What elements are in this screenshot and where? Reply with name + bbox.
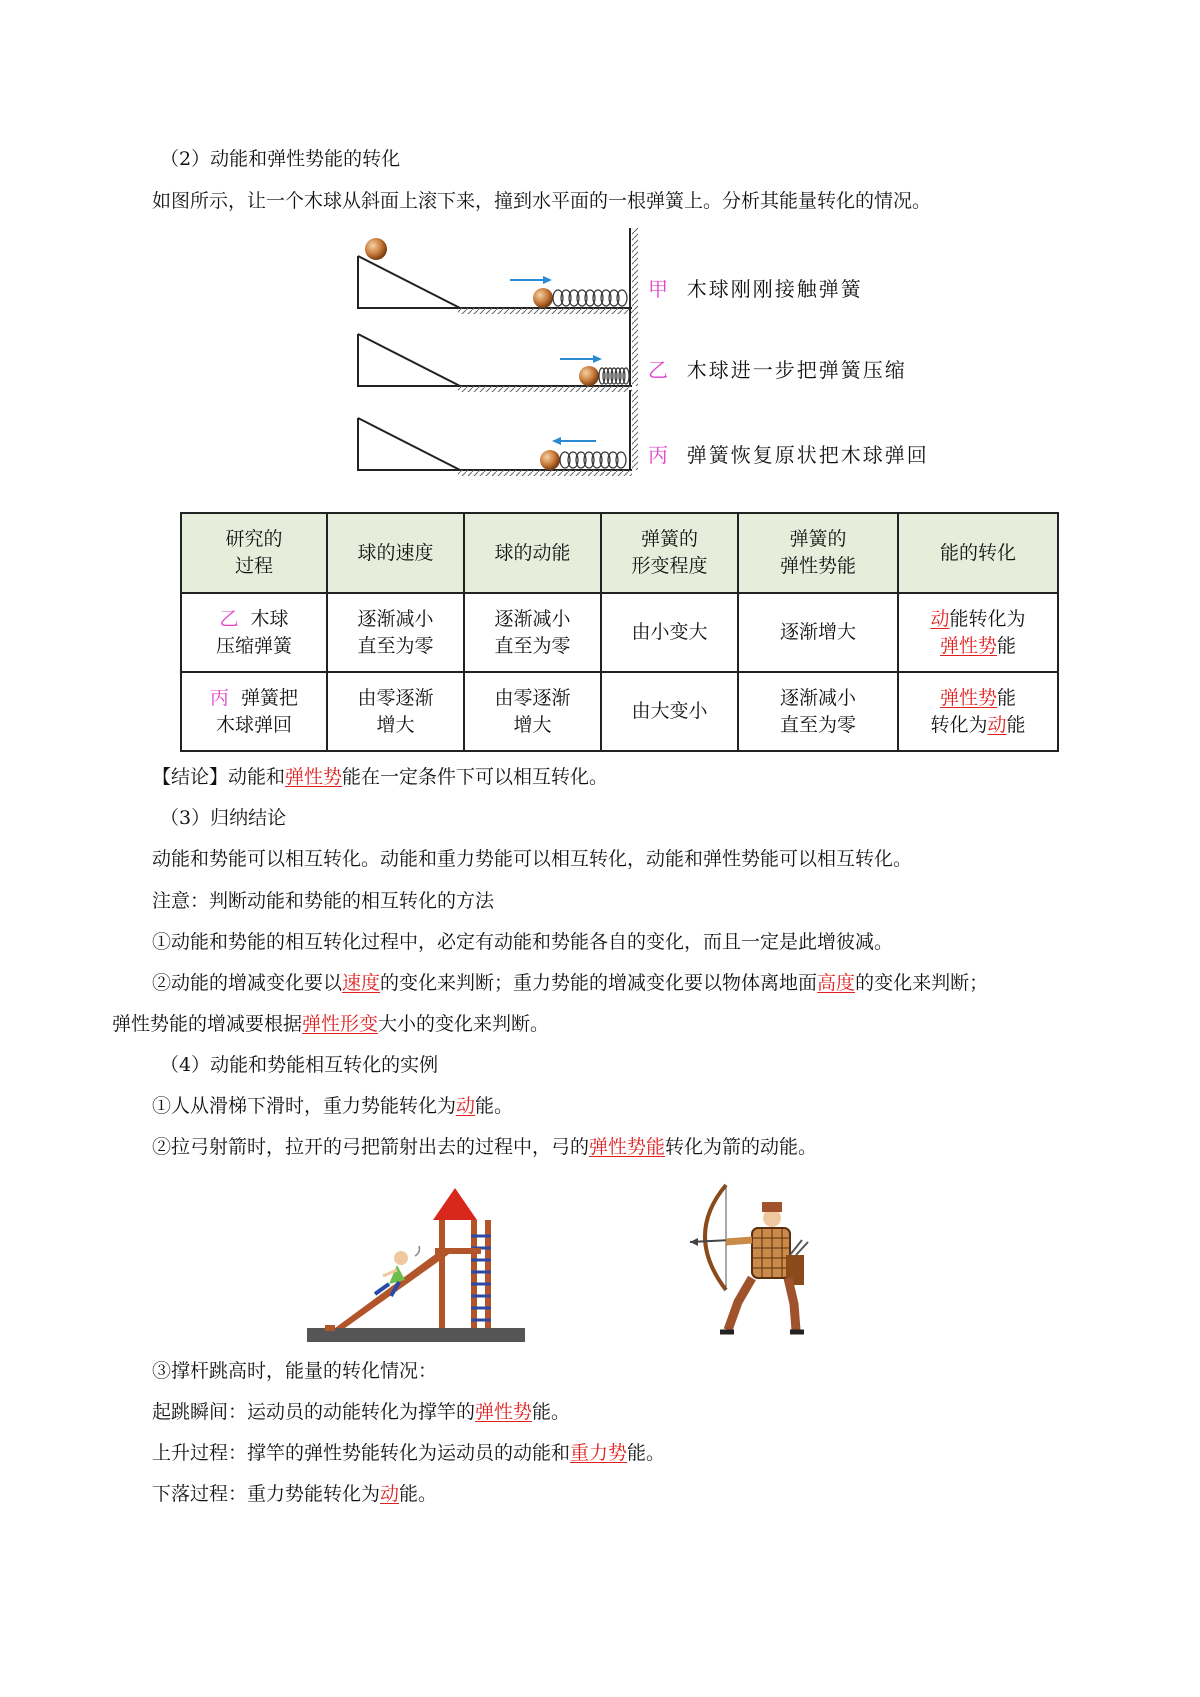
cell-conversion: 弹性势能 转化为动能 xyxy=(898,672,1058,751)
section-heading: （2）动能和弹性势能的转化 xyxy=(160,148,401,170)
cell-kinetic: 逐渐减小 直至为零 xyxy=(464,593,601,672)
pole-vault-stage: 下落过程：重力势能转化为动能。 xyxy=(152,1483,438,1505)
panel-bing xyxy=(358,390,638,476)
cell-deformation: 由小变大 xyxy=(601,593,738,672)
panel-jia xyxy=(358,228,638,314)
section-heading: （3）归纳结论 xyxy=(160,807,287,829)
spring-ball-figure xyxy=(340,226,640,488)
section-heading: （4）动能和势能相互转化的实例 xyxy=(160,1054,439,1076)
intro-paragraph: 如图所示，让一个木球从斜面上滚下来，撞到水平面的一根弹簧上。分析其能量转化的情况。 xyxy=(152,190,932,212)
cell-process: 乙 木球 压缩弹簧 xyxy=(181,593,327,672)
archer-illustration xyxy=(690,1180,820,1345)
conclusion: 【结论】动能和弹性势能在一定条件下可以相互转化。 xyxy=(152,766,609,788)
cell-speed: 由零逐渐 增大 xyxy=(327,672,464,751)
paragraph: ②动能的增减变化要以速度的变化来判断；重力势能的增减变化要以物体离地面高度的变化来判断； xyxy=(152,972,989,994)
header-kinetic: 球的动能 xyxy=(464,513,601,593)
paragraph: 弹性势能的增减要根据弹性形变大小的变化来判断。 xyxy=(112,1013,550,1035)
figure-label-yi: 乙 木球进一步把弹簧压缩 xyxy=(648,358,907,382)
panel-yi xyxy=(358,306,638,392)
energy-conversion-table xyxy=(180,512,1059,752)
cell-kinetic: 由零逐渐 增大 xyxy=(464,672,601,751)
example-item: ③撑杆跳高时，能量的转化情况： xyxy=(152,1360,438,1382)
note: 注意：判断动能和势能的相互转化的方法 xyxy=(152,890,495,912)
example-item: ①人从滑梯下滑时，重力势能转化为动能。 xyxy=(152,1095,514,1117)
header-elastic-pe: 弹簧的 弹性势能 xyxy=(738,513,898,593)
figure-label-bing: 丙 弹簧恢复原状把木球弹回 xyxy=(648,443,929,467)
cell-elastic-pe: 逐渐减小 直至为零 xyxy=(738,672,898,751)
header-speed: 球的速度 xyxy=(327,513,464,593)
paragraph: ①动能和势能的相互转化过程中，必定有动能和势能各自的变化，而且一定是此增彼减。 xyxy=(152,931,894,953)
cell-speed: 逐渐减小 直至为零 xyxy=(327,593,464,672)
table-row xyxy=(181,593,1058,672)
pole-vault-stage: 上升过程：撑竿的弹性势能转化为运动员的动能和重力势能。 xyxy=(152,1442,666,1464)
cell-process: 丙 弹簧把 木球弹回 xyxy=(181,672,327,751)
header-conversion: 能的转化 xyxy=(898,513,1058,593)
cell-elastic-pe: 逐渐增大 xyxy=(738,593,898,672)
figure-label-jia: 甲 木球刚刚接触弹簧 xyxy=(648,277,863,301)
header-process: 研究的 过程 xyxy=(181,513,327,593)
table-row xyxy=(181,672,1058,751)
table-header-row xyxy=(181,513,1058,593)
slide-illustration xyxy=(305,1180,530,1345)
pole-vault-stage: 起跳瞬间：运动员的动能转化为撑竿的弹性势能。 xyxy=(152,1401,571,1423)
cell-conversion: 动能转化为 弹性势能 xyxy=(898,593,1058,672)
cell-deformation: 由大变小 xyxy=(601,672,738,751)
header-deformation: 弹簧的 形变程度 xyxy=(601,513,738,593)
example-item: ②拉弓射箭时，拉开的弓把箭射出去的过程中，弓的弹性势能转化为箭的动能。 xyxy=(152,1136,818,1158)
paragraph: 动能和势能可以相互转化。动能和重力势能可以相互转化，动能和弹性势能可以相互转化。 xyxy=(152,848,913,870)
